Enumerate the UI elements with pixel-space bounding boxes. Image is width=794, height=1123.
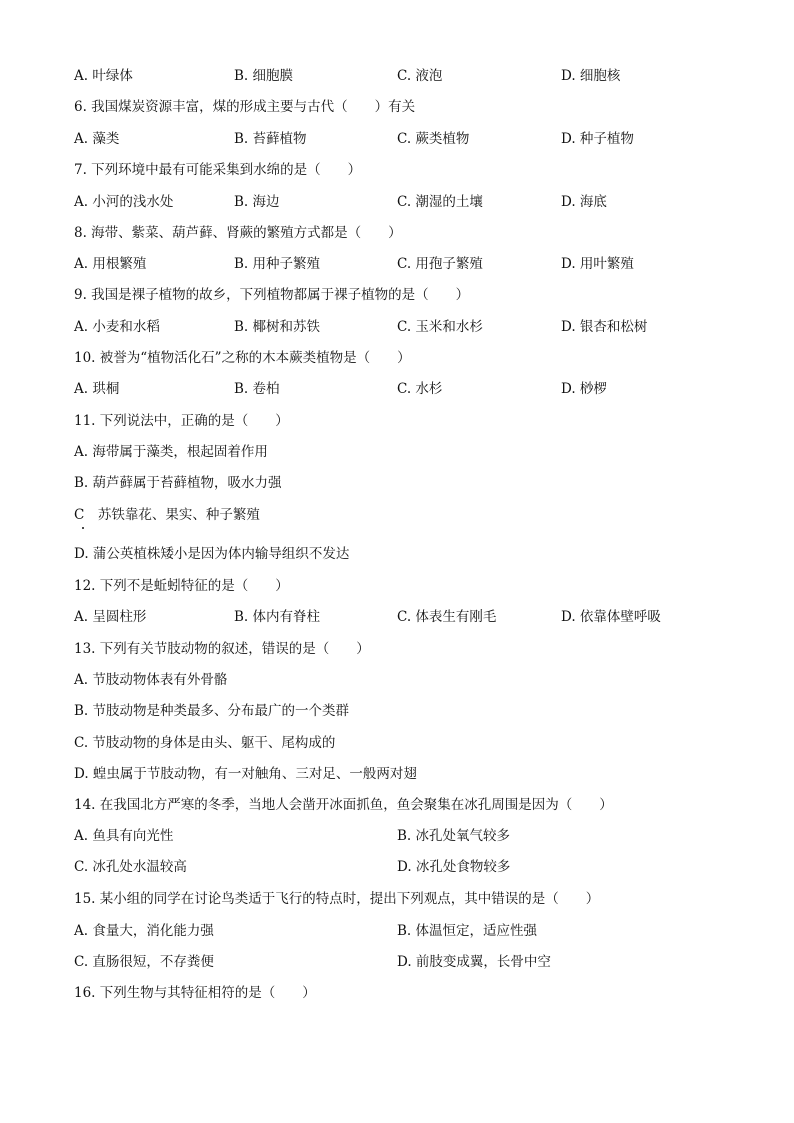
q5-option-d: D. 细胞核 bbox=[561, 68, 621, 84]
q13-stem: 13. 下列有关节肢动物的叙述，错误的是（ ） bbox=[74, 641, 370, 657]
q12-option-b: B. 体内有脊柱 bbox=[234, 609, 321, 625]
q5-option-c: C. 液泡 bbox=[397, 68, 443, 84]
q8-stem: 8. 海带、紫菜、葫芦藓、肾蕨的繁殖方式都是（ ） bbox=[74, 225, 402, 241]
q6-stem: 6. 我国煤炭资源丰富，煤的形成主要与古代（ ）有关 bbox=[74, 99, 416, 115]
q9-option-a: A. 小麦和水稻 bbox=[74, 319, 160, 335]
q16-stem: 16. 下列生物与其特征相符的是（ ） bbox=[74, 985, 316, 1001]
q15-option-c: C. 直肠很短，不存粪便 bbox=[74, 954, 214, 970]
q6-option-a: A. 藻类 bbox=[74, 131, 120, 147]
q15-option-d: D. 前肢变成翼，长骨中空 bbox=[397, 954, 551, 970]
q9-stem: 9. 我国是裸子植物的故乡，下列植物都属于裸子植物的是（ ） bbox=[74, 287, 470, 303]
q14-option-a: A. 鱼具有向光性 bbox=[74, 828, 174, 844]
q14-option-b: B. 冰孔处氧气较多 bbox=[397, 828, 511, 844]
q13-option-b: B. 节肢动物是种类最多、分布最广的一个类群 bbox=[74, 703, 350, 719]
q6-option-b: B. 苔藓植物 bbox=[234, 131, 307, 147]
q5-option-a: A. 叶绿体 bbox=[74, 68, 133, 84]
q10-option-b: B. 卷柏 bbox=[234, 381, 280, 397]
q13-option-a: A. 节肢动物体表有外骨骼 bbox=[74, 672, 228, 688]
q15-stem: 15. 某小组的同学在讨论鸟类适于飞行的特点时，提出下列观点，其中错误的是（ ） bbox=[74, 891, 600, 907]
q8-option-a: A. 用根繁殖 bbox=[74, 256, 147, 272]
q9-option-d: D. 银杏和松树 bbox=[561, 319, 648, 335]
stray-dot-mark bbox=[82, 527, 84, 529]
q14-stem: 14. 在我国北方严寒的冬季，当地人会凿开冰面抓鱼，鱼会聚集在冰孔周围是因为（ ） bbox=[74, 797, 613, 813]
q10-option-c: C. 水杉 bbox=[397, 381, 443, 397]
q12-option-a: A. 呈圆柱形 bbox=[74, 609, 147, 625]
q5-option-b: B. 细胞膜 bbox=[234, 68, 294, 84]
q13-option-d: D. 蝗虫属于节肢动物，有一对触角、三对足、一般两对翅 bbox=[74, 766, 417, 782]
q9-option-c: C. 玉米和水杉 bbox=[397, 319, 483, 335]
q10-option-d: D. 桫椤 bbox=[561, 381, 607, 397]
q6-option-d: D. 种子植物 bbox=[561, 131, 634, 147]
q7-option-b: B. 海边 bbox=[234, 194, 280, 210]
q9-option-b: B. 椰树和苏铁 bbox=[234, 319, 321, 335]
q7-stem: 7. 下列环境中最有可能采集到水绵的是（ ） bbox=[74, 162, 362, 178]
q11-option-d: D. 蒲公英植株矮小是因为体内输导组织不发达 bbox=[74, 546, 350, 562]
q12-option-d: D. 依靠体壁呼吸 bbox=[561, 609, 661, 625]
q6-option-c: C. 蕨类植物 bbox=[397, 131, 470, 147]
q12-stem: 12. 下列不是蚯蚓特征的是（ ） bbox=[74, 578, 289, 594]
q11-option-a: A. 海带属于藻类，根起固着作用 bbox=[74, 444, 268, 460]
q7-option-d: D. 海底 bbox=[561, 194, 607, 210]
q8-option-d: D. 用叶繁殖 bbox=[561, 256, 634, 272]
q14-option-c: C. 冰孔处水温较高 bbox=[74, 859, 187, 875]
q11-stem: 11. 下列说法中，正确的是（ ） bbox=[74, 413, 289, 429]
q8-option-c: C. 用孢子繁殖 bbox=[397, 256, 483, 272]
q8-option-b: B. 用种子繁殖 bbox=[234, 256, 321, 272]
q10-option-a: A. 珙桐 bbox=[74, 381, 120, 397]
q15-option-a: A. 食量大，消化能力强 bbox=[74, 923, 214, 939]
q15-option-b: B. 体温恒定，适应性强 bbox=[397, 923, 538, 939]
q12-option-c: C. 体表生有刚毛 bbox=[397, 609, 497, 625]
q11-option-b: B. 葫芦藓属于苔藓植物，吸水力强 bbox=[74, 475, 282, 491]
q13-option-c: C. 节肢动物的身体是由头、躯干、尾构成的 bbox=[74, 735, 336, 751]
q7-option-c: C. 潮湿的土壤 bbox=[397, 194, 483, 210]
q11-option-c: C 苏铁靠花、果实、种子繁殖 bbox=[74, 507, 260, 523]
q14-option-d: D. 冰孔处食物较多 bbox=[397, 859, 511, 875]
q10-stem: 10. 被誉为“植物活化石”之称的木本蕨类植物是（ ） bbox=[74, 350, 411, 366]
q7-option-a: A. 小河的浅水处 bbox=[74, 194, 174, 210]
